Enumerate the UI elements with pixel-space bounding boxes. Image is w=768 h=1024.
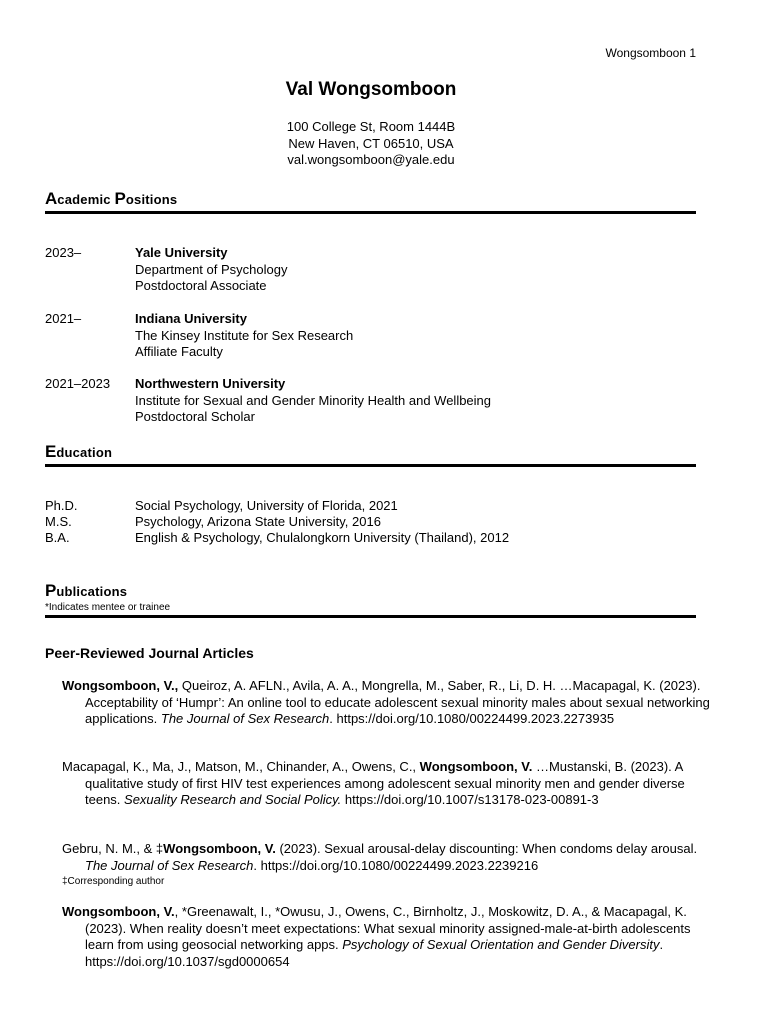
education-degree: M.S. (45, 514, 72, 529)
education-entry (45, 530, 705, 547)
page-number: Wongsomboon 1 (605, 46, 696, 60)
position-years: 2023– (45, 245, 82, 260)
section-heading-publications: Publications *Indicates mentee or trainee (45, 581, 696, 618)
education-entry (45, 498, 705, 515)
education-entry (45, 514, 705, 531)
section-heading-academic-positions: Academic Positions (45, 189, 696, 214)
reference-entry: Macapagal, K., Ma, J., Matson, M., Chinander, A., Owens, C., Wongsomboon, V. …Mustanski, B. (2023). A qualitative study of first HIV test experiences among adolescent sexual minority men and gender diverse teens. Sexuality Research and Social Policy. https://doi.org/10.1007/s13178-023-00891-3 (62, 759, 685, 807)
position-unit: Institute for Sexual and Gender Minority Health and Wellbeing (135, 392, 492, 408)
position-years: 2021–2023 (45, 376, 111, 391)
position-institution: Indiana University (135, 311, 247, 326)
education-degree: Ph.D. (45, 498, 78, 513)
email: val.wongsomboon@yale.edu (287, 152, 455, 167)
cv-name: Val Wongsomboon (285, 79, 457, 100)
subsection-heading-journal-articles: Peer-Reviewed Journal Articles (45, 645, 254, 661)
reference-entry: Gebru, N. M., & ‡Wongsomboon, V. (2023). Sexual arousal-delay discounting: When condoms delay arousal. The Journal of Sex Research. https://doi.org/10.1080/00224499.2023.2239216 (62, 841, 698, 873)
address-line-2: New Haven, CT 06510, USA (288, 135, 454, 151)
corresponding-author-note: ‡Corresponding author (62, 876, 165, 887)
education-detail: Social Psychology, University of Florida, 2021 (135, 498, 398, 513)
education-degree: B.A. (45, 530, 70, 545)
address-line-1: 100 College St, Room 1444B (286, 119, 456, 134)
position-role: Postdoctoral Associate (135, 278, 267, 293)
position-years: 2021– (45, 311, 82, 326)
reference-entry: Wongsomboon, V., Queiroz, A. AFLN., Avila, A. A., Mongrella, M., Saber, R., Li, D. H. …Macapagal, K. (2023). Acceptability of ‘Humpr’: An online tool to educate adolescent sexual minority males about sexual networking applications. The Journal of Sex Research. https://doi.org/10.1080/00224499.2023.2273935 (62, 678, 710, 726)
education-detail: Psychology, Arizona State University, 2016 (135, 514, 381, 529)
section-heading-education: Education (45, 442, 696, 467)
position-unit: The Kinsey Institute for Sex Research (135, 327, 354, 343)
education-detail: English & Psychology, Chulalongkorn University (Thailand), 2012 (135, 530, 510, 545)
position-role: Affiliate Faculty (135, 344, 223, 359)
reference-entry: Wongsomboon, V., *Greenawalt, I., *Owusu, J., Owens, C., Birnholtz, J., Moskowitz, D. A., & Macapagal, K. (2023). When reality doesn’t meet expectations: What sexual minority assigned-male-at-birth adolescents learn from using geosocial networking apps. Psychology of Sexual Orientation and Gender Diversity. https://doi.org/10.1037/sgd0000654 (62, 904, 691, 969)
position-role: Postdoctoral Scholar (135, 409, 255, 424)
position-institution: Yale University (135, 245, 228, 260)
contact-block (0, 119, 742, 169)
position-unit: Department of Psychology (135, 261, 288, 277)
position-institution: Northwestern University (135, 376, 286, 391)
mentee-note: *Indicates mentee or trainee (45, 602, 171, 613)
